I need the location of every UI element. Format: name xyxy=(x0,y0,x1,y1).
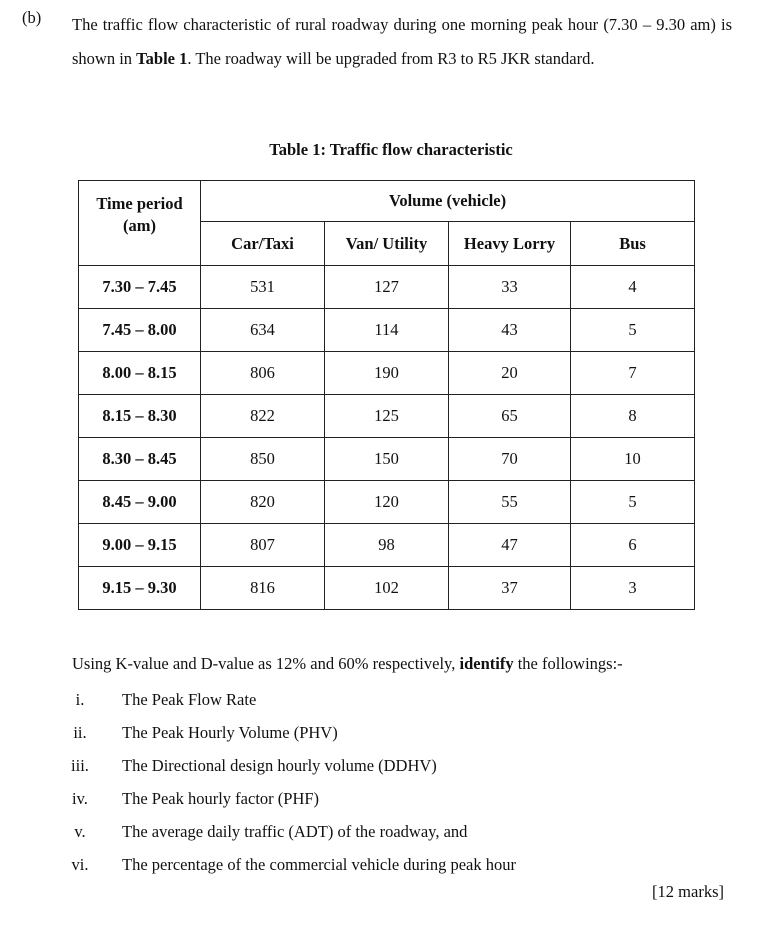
item-number: i. xyxy=(75,690,85,709)
sub-question-list xyxy=(60,686,516,884)
heavy-lorry-cell: 33 xyxy=(449,266,571,309)
header-time-period: Time period (am) xyxy=(79,181,201,266)
car-taxi-cell: 850 xyxy=(201,438,325,481)
list-item xyxy=(60,686,257,719)
heavy-lorry-cell: 20 xyxy=(449,352,571,395)
car-taxi-cell: 820 xyxy=(201,481,325,524)
van-utility-cell: 98 xyxy=(325,524,449,567)
bus-cell: 4 xyxy=(571,266,695,309)
time-period-cell: 7.30 – 7.45 xyxy=(79,266,201,309)
item-number: ii. xyxy=(73,723,87,742)
car-taxi-cell: 634 xyxy=(201,309,325,352)
car-taxi-cell: 822 xyxy=(201,395,325,438)
van-utility-cell: 102 xyxy=(325,567,449,610)
list-item xyxy=(60,752,437,785)
table-row xyxy=(79,309,695,352)
header-van-utility: Van/ Utility xyxy=(325,222,449,266)
car-taxi-cell: 807 xyxy=(201,524,325,567)
instruction-keyword: identify xyxy=(459,654,514,673)
instruction-text-1: Using K-value and D-value as 12% and 60% respectively, xyxy=(72,654,460,673)
car-taxi-cell: 531 xyxy=(201,266,325,309)
table-title: Table 1: Traffic flow characteristic xyxy=(269,140,513,159)
header-car-taxi: Car/Taxi xyxy=(201,222,325,266)
time-period-cell: 9.00 – 9.15 xyxy=(79,524,201,567)
car-taxi-cell: 816 xyxy=(201,567,325,610)
table-row xyxy=(79,481,695,524)
van-utility-cell: 120 xyxy=(325,481,449,524)
table-row xyxy=(79,352,695,395)
item-text: The Directional design hourly volume (DDHV) xyxy=(122,756,437,775)
heavy-lorry-cell: 47 xyxy=(449,524,571,567)
list-item xyxy=(60,719,338,752)
van-utility-cell: 114 xyxy=(325,309,449,352)
list-item xyxy=(60,785,320,818)
intro-text-2: . The roadway will be upgraded from R3 to R5 JKR standard. xyxy=(187,49,595,68)
table-row xyxy=(79,266,695,309)
time-period-cell: 8.30 – 8.45 xyxy=(79,438,201,481)
time-period-cell: 7.45 – 8.00 xyxy=(79,309,201,352)
time-period-cell: 8.45 – 9.00 xyxy=(79,481,201,524)
bus-cell: 10 xyxy=(571,438,695,481)
heavy-lorry-cell: 37 xyxy=(449,567,571,610)
table-row xyxy=(79,567,695,610)
intro-table-ref: Table 1 xyxy=(136,49,188,68)
time-period-cell: 8.00 – 8.15 xyxy=(79,352,201,395)
list-item xyxy=(60,818,468,851)
item-number: vi. xyxy=(71,855,89,874)
intro-text-1: The traffic flow characteristic of rural roadway during one morning peak hour (7.30 – 9.30 am) is shown in xyxy=(72,15,732,68)
van-utility-cell: 125 xyxy=(325,395,449,438)
time-period-cell: 8.15 – 8.30 xyxy=(79,395,201,438)
item-number: iv. xyxy=(72,789,88,808)
item-text: The Peak hourly factor (PHF) xyxy=(122,789,320,808)
table-row xyxy=(79,524,695,567)
question-label: (b) xyxy=(22,8,42,27)
bus-cell: 3 xyxy=(571,567,695,610)
car-taxi-cell: 806 xyxy=(201,352,325,395)
table-row xyxy=(79,438,695,481)
question-intro xyxy=(72,8,732,76)
table-row xyxy=(79,395,695,438)
van-utility-cell: 127 xyxy=(325,266,449,309)
list-item xyxy=(60,851,516,884)
item-text: The percentage of the commercial vehicle during peak hour xyxy=(122,855,516,874)
heavy-lorry-cell: 43 xyxy=(449,309,571,352)
bus-cell: 6 xyxy=(571,524,695,567)
item-number: v. xyxy=(74,822,86,841)
question-instruction xyxy=(72,654,623,674)
header-volume: Volume (vehicle) xyxy=(201,181,695,222)
header-bus: Bus xyxy=(571,222,695,266)
heavy-lorry-cell: 65 xyxy=(449,395,571,438)
heavy-lorry-cell: 70 xyxy=(449,438,571,481)
item-text: The average daily traffic (ADT) of the roadway, and xyxy=(122,822,468,841)
item-number: iii. xyxy=(71,756,89,775)
heavy-lorry-cell: 55 xyxy=(449,481,571,524)
header-heavy-lorry: Heavy Lorry xyxy=(449,222,571,266)
instruction-text-2: the followings:- xyxy=(513,654,623,673)
traffic-flow-table xyxy=(78,180,695,610)
marks-label: [12 marks] xyxy=(652,882,724,901)
bus-cell: 8 xyxy=(571,395,695,438)
bus-cell: 7 xyxy=(571,352,695,395)
bus-cell: 5 xyxy=(571,309,695,352)
item-text: The Peak Flow Rate xyxy=(122,690,257,709)
van-utility-cell: 150 xyxy=(325,438,449,481)
bus-cell: 5 xyxy=(571,481,695,524)
time-period-cell: 9.15 – 9.30 xyxy=(79,567,201,610)
item-text: The Peak Hourly Volume (PHV) xyxy=(122,723,338,742)
van-utility-cell: 190 xyxy=(325,352,449,395)
